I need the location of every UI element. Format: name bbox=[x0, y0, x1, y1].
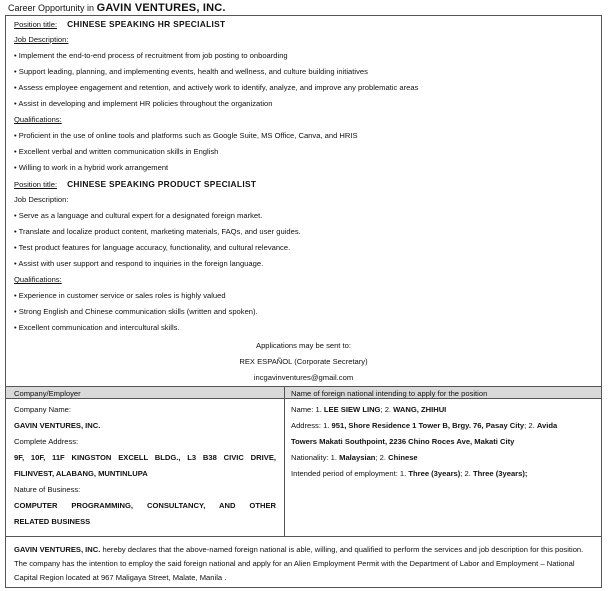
job1-desc-item: • Assist in developing and implement HR policies throughout the organization bbox=[14, 99, 273, 108]
business-label: Nature of Business: bbox=[14, 485, 81, 494]
foreign-name-1: LEE SIEW LING bbox=[323, 405, 381, 414]
applications-intro: Applications may be sent to: bbox=[256, 341, 351, 350]
job1-desc-label: Job Description: bbox=[14, 35, 69, 44]
job2-desc-item: • Translate and localize product content, marketing materials, FAQs, and user guides. bbox=[14, 227, 301, 236]
job1-desc-item: • Implement the end-to-end process of recruitment from job posting to onboarding bbox=[14, 51, 288, 60]
foreign-address-row-1 bbox=[291, 421, 557, 431]
job2-desc-item: • Assist with user support and respond to inquiries in the foreign language. bbox=[14, 259, 264, 268]
foreign-name-sep: ; 2. bbox=[380, 405, 394, 414]
declaration-divider bbox=[6, 536, 601, 537]
foreign-address-label: Address: 1. bbox=[291, 421, 332, 430]
period-label: Intended period of employment: 1. bbox=[291, 469, 409, 478]
job1-position-label: Position title: bbox=[14, 20, 58, 29]
company-name-value: GAVIN VENTURES, INC. bbox=[14, 421, 101, 430]
applications-contact-person: REX ESPAÑOL (Corporate Secretary) bbox=[239, 357, 368, 366]
period-2: Three (3years); bbox=[472, 469, 528, 478]
nationality-label: Nationality: 1. bbox=[291, 453, 340, 462]
heading-company: GAVIN VENTURES, INC. bbox=[96, 2, 226, 14]
job1-qual-item: • Proficient in the use of online tools and platforms such as Google Suite, MS Office, Canva, and HRIS bbox=[14, 131, 358, 140]
job2-desc-item: • Test product features for language accuracy, functionality, and cultural relevance. bbox=[14, 243, 291, 252]
declaration-paragraph bbox=[14, 543, 594, 585]
business-line-2: RELATED BUSINESS bbox=[14, 517, 91, 526]
page-heading bbox=[8, 2, 226, 14]
heading-prefix: Career Opportunity in bbox=[8, 3, 95, 13]
foreign-name-row bbox=[291, 405, 446, 415]
foreign-national-column-header: Name of foreign national intending to apply for the position bbox=[285, 386, 601, 399]
job1-qual-label: Qualifications: bbox=[14, 115, 62, 124]
period-sep: ; 2. bbox=[460, 469, 473, 478]
job-listings-section bbox=[6, 16, 601, 386]
address-line-1: 9F, 10F, 11F KINGSTON EXCELL BLDG., L3 B38 CIVIC DRIVE, bbox=[14, 453, 276, 462]
job2-position-label: Position title: bbox=[14, 180, 58, 189]
job1-qual-item: • Excellent verbal and written communication skills in English bbox=[14, 147, 219, 156]
nationality-2: Chinese bbox=[388, 453, 418, 462]
job1-position-row bbox=[14, 19, 225, 30]
job2-position-row bbox=[14, 179, 256, 190]
job1-qual-item: • Willing to work in a hybrid work arrangement bbox=[14, 163, 169, 172]
declaration-company: GAVIN VENTURES, INC. bbox=[14, 545, 101, 554]
foreign-address-sep: ; 2. bbox=[524, 421, 537, 430]
company-name-label: Company Name: bbox=[14, 405, 71, 414]
job2-position-title: CHINESE SPEAKING PRODUCT SPECIALIST bbox=[67, 179, 257, 189]
employer-column-header: Company/Employer bbox=[6, 386, 285, 399]
job2-qual-label: Qualifications: bbox=[14, 275, 62, 284]
job-posting-frame bbox=[5, 15, 602, 588]
business-line-1: COMPUTER PROGRAMMING, CONSULTANCY, AND OTHER bbox=[14, 501, 276, 510]
job2-desc-label: Job Description: bbox=[14, 195, 69, 204]
foreign-address-row-2: Towers Makati Southpoint, 2236 Chino Roces Ave, Makati City bbox=[291, 437, 515, 446]
foreign-period-row bbox=[291, 469, 527, 479]
foreign-name-label: Name: 1. bbox=[291, 405, 324, 414]
nationality-sep: ; 2. bbox=[375, 453, 389, 462]
period-1: Three (3years) bbox=[408, 469, 461, 478]
job1-position-title: CHINESE SPEAKING HR SPECIALIST bbox=[67, 19, 226, 29]
column-divider bbox=[284, 386, 285, 536]
job2-qual-item: • Excellent communication and intercultural skills. bbox=[14, 323, 180, 332]
address-label: Complete Address: bbox=[14, 437, 79, 446]
job1-desc-item: • Assess employee engagement and retention, and actively work to identify, analyze, and improve any problematic areas bbox=[14, 83, 419, 92]
job2-qual-item: • Experience in customer service or sales roles is highly valued bbox=[14, 291, 226, 300]
job2-desc-item: • Serve as a language and cultural expert for a designated foreign market. bbox=[14, 211, 263, 220]
address-line-2: FILINVEST, ALABANG, MUNTINLUPA bbox=[14, 469, 148, 478]
foreign-name-2: WANG, ZHIHUI bbox=[393, 405, 447, 414]
foreign-address-2-start: Avida bbox=[536, 421, 558, 430]
applications-email: incgavinventures@gmail.com bbox=[253, 373, 354, 382]
foreign-address-1: 951, Shore Residence 1 Tower B, Brgy. 76, Pasay City bbox=[331, 421, 525, 430]
foreign-nationality-row bbox=[291, 453, 418, 463]
job2-qual-item: • Strong English and Chinese communication skills (written and spoken). bbox=[14, 307, 258, 316]
declaration-text: hereby declares that the above-named foreign national is able, willing, and qualified to perform the services and job description for this position. The company has the intention to employ the said foreign national and apply for an Alien Employment Permit with the Department of Labor and Employment – National Capital Region located at 967 Maligaya Street, Malate, Manila . bbox=[14, 545, 584, 582]
nationality-1: Malaysian bbox=[339, 453, 376, 462]
job1-desc-item: • Support leading, planning, and implementing events, health and wellness, and culture building initiatives bbox=[14, 67, 368, 76]
